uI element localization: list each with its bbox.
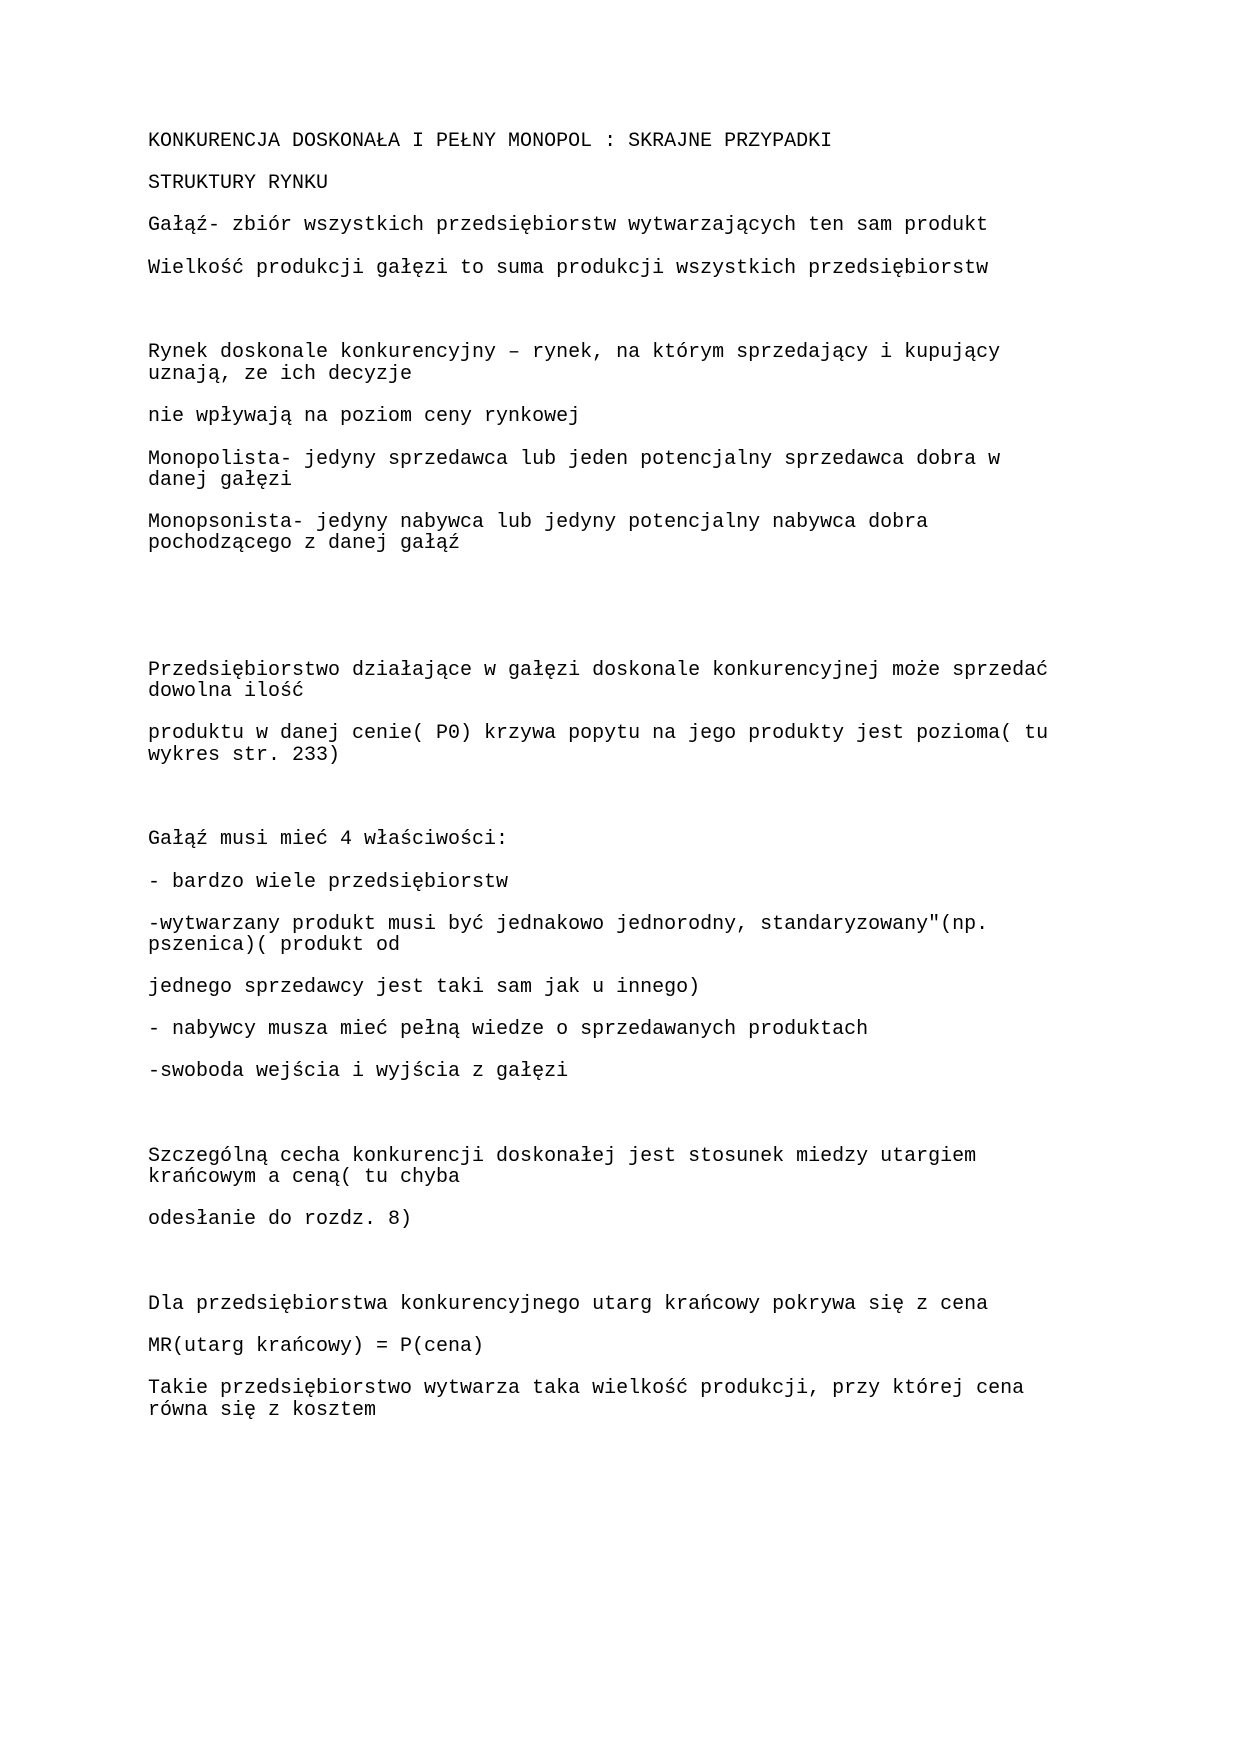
utarg-formula: MR(utarg krańcowy) = P(cena) [148, 1335, 485, 1358]
cecha-line-1: Szczególną cecha konkurencji doskonałej jest stosunek miedzy utargiem [148, 1145, 977, 1168]
title-line-2: STRUKTURY RYNKU [148, 172, 329, 195]
produktu-line-1: produktu w danej cenie( P0) krzywa popytu na jego produkty jest pozioma( tu [148, 722, 1049, 745]
rynek-line-1: Rynek doskonale konkurencyjny – rynek, na którym sprzedający i kupujący [148, 341, 1001, 364]
takie-line-1: Takie przedsiębiorstwo wytwarza taka wielkość produkcji, przy której cena [148, 1377, 1025, 1400]
rynek-line-2: uznają, ze ich decyzje [148, 363, 413, 386]
wlasciwosc-item-3: - nabywcy musza mieć pełną wiedze o sprzedawanych produktach [148, 1018, 869, 1041]
monopolista-line-1: Monopolista- jedyny sprzedawca lub jeden potencjalny sprzedawca dobra w [148, 448, 1001, 471]
definition-wielkosc: Wielkość produkcji gałęzi to suma produkcji wszystkich przedsiębiorstw [148, 257, 989, 280]
produktu-line-2: wykres str. 233) [148, 744, 341, 767]
wlasciwosc-item-2-line-2: pszenica)( produkt od [148, 934, 401, 957]
cecha-line-2: krańcowym a ceną( tu chyba [148, 1166, 461, 1189]
rynek-line-3: nie wpływają na poziom ceny rynkowej [148, 405, 581, 428]
wlasciwosci-heading: Gałąź musi mieć 4 właściwości: [148, 828, 509, 851]
monopolista-line-2: danej gałęzi [148, 469, 293, 492]
utarg-line-1: Dla przedsiębiorstwa konkurencyjnego utarg krańcowy pokrywa się z cena [148, 1293, 989, 1316]
wlasciwosc-item-2-line-1: -wytwarzany produkt musi być jednakowo jednorodny, standaryzowany"(np. [148, 913, 989, 936]
title-line-1: KONKURENCJA DOSKONAŁA I PEŁNY MONOPOL : SKRAJNE PRZYPADKI [148, 130, 833, 153]
definition-galaz: Gałąź- zbiór wszystkich przedsiębiorstw wytwarzających ten sam produkt [148, 214, 989, 237]
monopsonista-line-1: Monopsonista- jedyny nabywca lub jedyny potencjalny nabywca dobra [148, 511, 929, 534]
monopsonista-line-2: pochodzącego z danej gałąź [148, 532, 461, 555]
cecha-line-3: odesłanie do rozdz. 8) [148, 1208, 413, 1231]
takie-line-2: równa się z kosztem [148, 1399, 377, 1422]
wlasciwosc-item-1: - bardzo wiele przedsiębiorstw [148, 871, 509, 894]
wlasciwosc-item-4: -swoboda wejścia i wyjścia z gałęzi [148, 1060, 569, 1083]
wlasciwosc-item-2-line-3: jednego sprzedawcy jest taki sam jak u innego) [148, 976, 701, 999]
przedsiebiorstwo-line-1: Przedsiębiorstwo działające w gałęzi doskonale konkurencyjnej może sprzedać [148, 659, 1049, 682]
przedsiebiorstwo-line-2: dowolna ilość [148, 680, 305, 703]
